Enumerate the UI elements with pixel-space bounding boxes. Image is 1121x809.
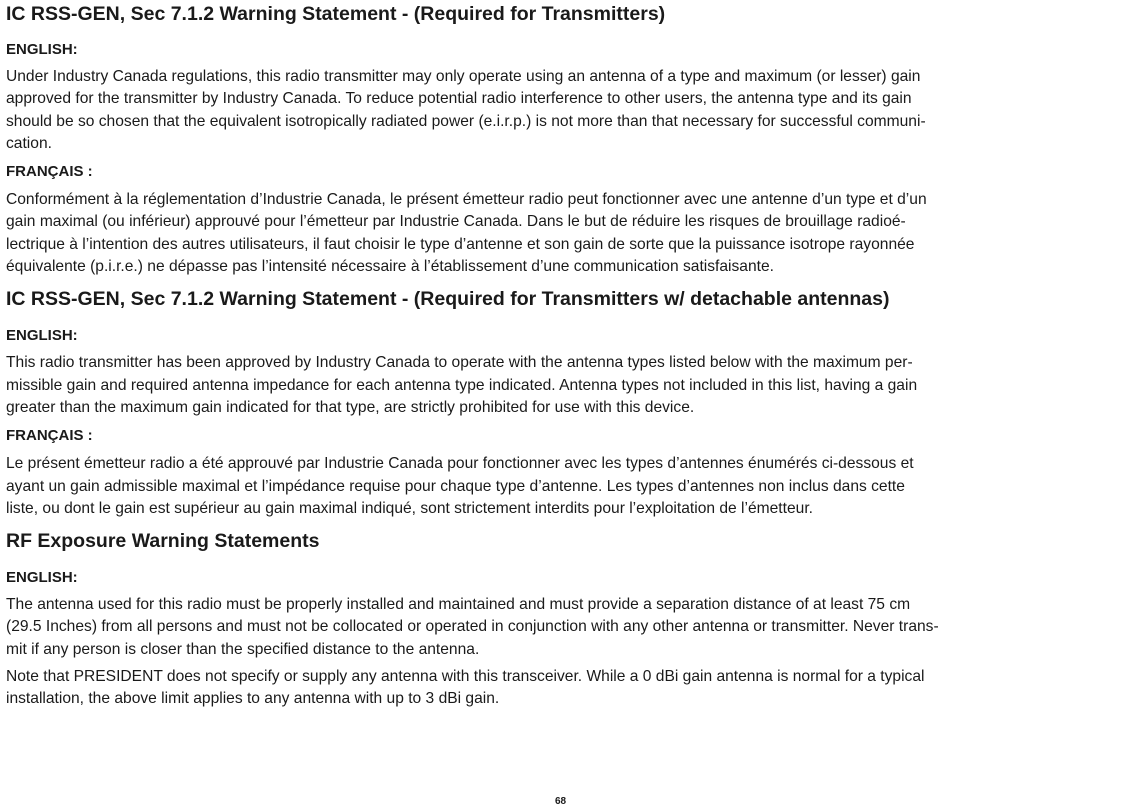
french-paragraph: Conformément à la réglementation d’Industrie Canada, le présent émetteur radio peut fonctionner avec une antenne d’un type et d’un gain maximal (ou inférieur) approuvé pour l’émetteur par Industrie Canada. Dans le but de réduire les risques de brouillage radioé- lectrique à l’intention des autres utilisateurs, il faut choisir le type d’antenne et son gain de sorte que la puissance isotrope rayonnée équivalente (p.i.r.e.) ne dépasse pas l’intensité nécessaire à l’établissement d’une communication satisfaisante.: [6, 191, 927, 276]
french-label: FRANÇAIS :: [6, 163, 93, 181]
english-paragraph: The antenna used for this radio must be properly installed and maintained and must provide a separation distance of at least 75 cm (29.5 Inches) from all persons and must not be collocated or operated in conjunction with any other antenna or transmitter. Never trans- mit if any person is closer than the specified distance to the antenna.: [6, 596, 939, 658]
english-label: ENGLISH:: [6, 41, 78, 58]
french-paragraph: Le présent émetteur radio a été approuvé par Industrie Canada pour fonctionner avec les types d’antennes énumérés ci-dessous et ayant un gain admissible maximal et l’impédance requise pour chaque type d’antenne. Les types d’antennes non inclus dans cette liste, ou dont le gain est supérieur au gain maximal indiqué, sont strictement interdits pour l’exploitation de l’émetteur.: [6, 455, 914, 517]
document-page: [6, 0, 1114, 711]
english-paragraph: This radio transmitter has been approved by Industry Canada to operate with the antenna types listed below with the maximum per- missible gain and required antenna impedance for each antenna type indicated. Antenna types not included in this list, having a gain greater than the maximum gain indicated for that type, are strictly prohibited for use with this device.: [6, 354, 918, 416]
french-label: FRANÇAIS :: [6, 427, 93, 445]
english-label: ENGLISH:: [6, 569, 78, 587]
english-note-paragraph: Note that PRESIDENT does not specify or supply any antenna with this transceiver. While a 0 dBi gain antenna is normal for a typical installation, the above limit applies to any antenna with up to 3 dBi gain.: [6, 668, 925, 708]
english-paragraph: Under Industry Canada regulations, this radio transmitter may only operate using an antenna of a type and maximum (or lesser) gain approved for the transmitter by Industry Canada. To reduce potential radio interference to other users, the antenna type and its gain should be so chosen that the equivalent isotropically radiated power (e.i.r.p.) is not more than that necessary for successful communi- cation.: [6, 68, 926, 152]
section-title-ic-rss-gen-detachable-antennas: IC RSS-GEN, Sec 7.1.2 Warning Statement - (Required for Transmitters w/ detachable antennas): [6, 288, 890, 311]
section-title-ic-rss-gen-transmitters: IC RSS-GEN, Sec 7.1.2 Warning Statement - (Required for Transmitters): [6, 3, 666, 25]
english-label: ENGLISH:: [6, 327, 78, 345]
page-number: 68: [554, 796, 567, 807]
section-title-rf-exposure: RF Exposure Warning Statements: [6, 530, 320, 553]
